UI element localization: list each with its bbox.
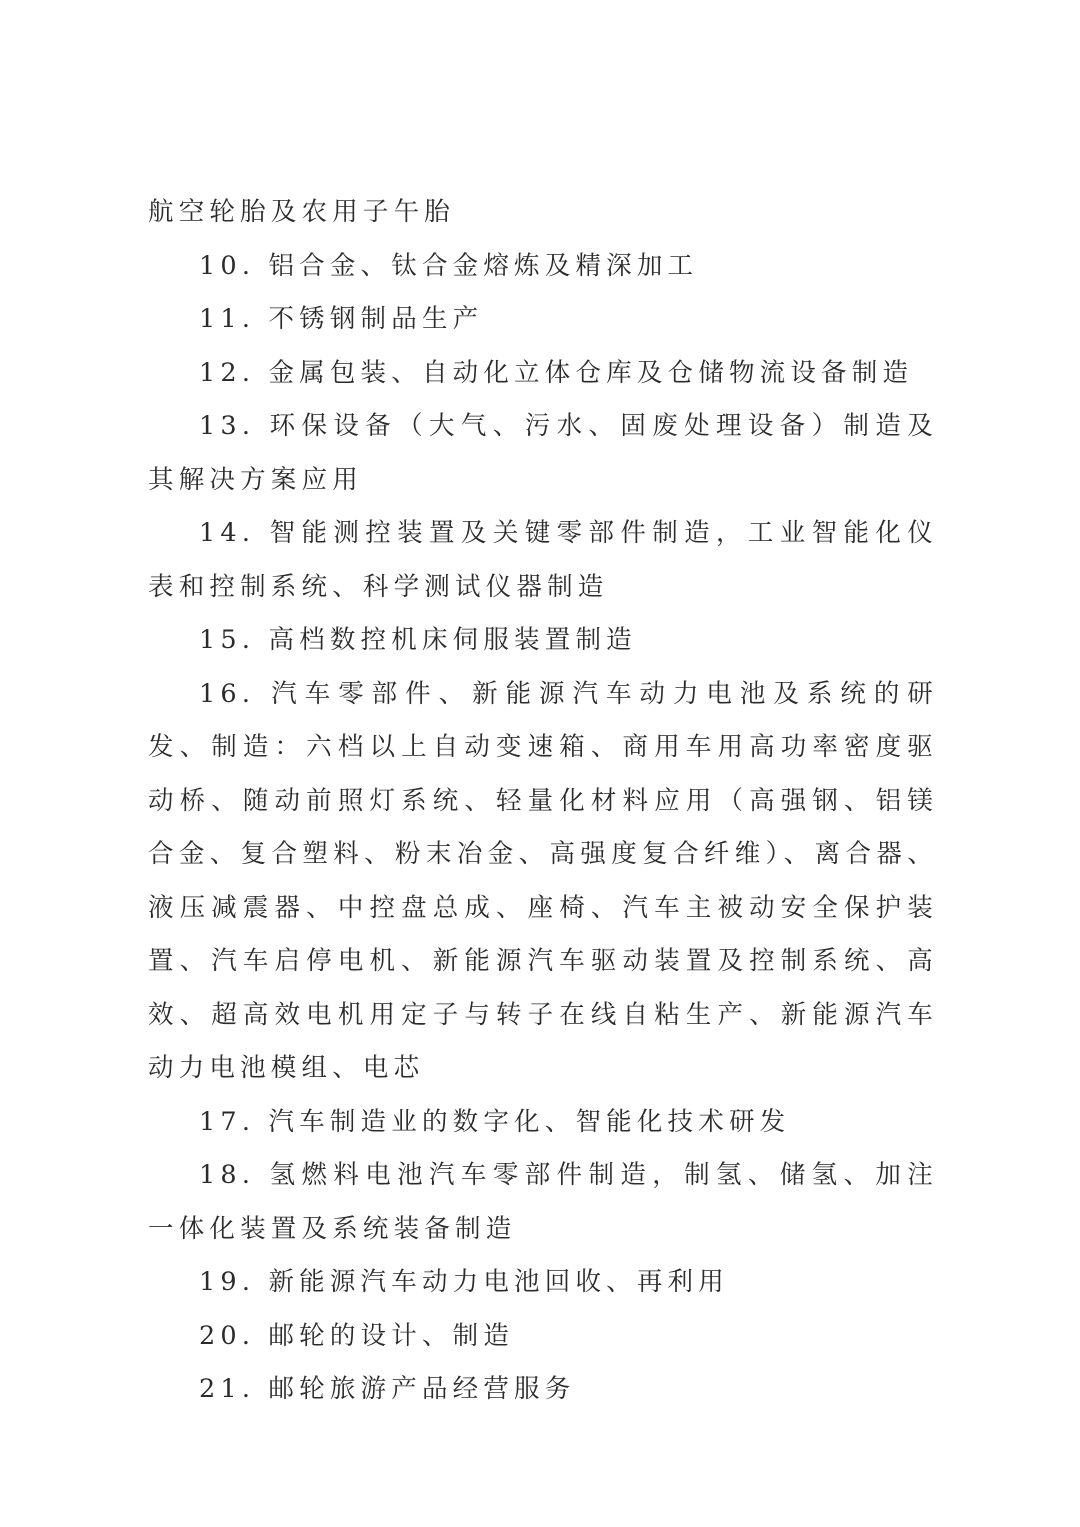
list-item-11: 11. 不锈钢制品生产 — [199, 304, 484, 334]
list-item-12: 12. 金属包装、自动化立体仓库及仓储物流设备制造 — [199, 357, 914, 388]
list-item-16: 16. 汽车零部件、新能源汽车动力电池及系统的研发、制造：六档以上自动变速箱、商用车用高功率密度驱动桥、随动前照灯系统、轻量化材料应用（高强钢、铝镁合金、复合塑料、粉末冶金、高强度复合纤维）、离合器、液压减震器、中控盘总成、座椅、汽车主被动安全保护装置、汽车启停电机、新能源汽车驱动装置及控制系统、高效、超高效电机用定子与转子在线自粘生产、新能源汽车动力电池模组、电芯 — [148, 678, 938, 1083]
list-item-18: 18. 氢燃料电池汽车零部件制造，制氢、储氢、加注一体化装置及系统装备制造 — [148, 1160, 938, 1244]
paragraph-continuation: 航空轮胎及农用子午胎 — [148, 197, 456, 227]
list-item-20: 20. 邮轮的设计、制造 — [199, 1320, 515, 1351]
list-item-15: 15. 高档数控机床伺服装置制造 — [199, 625, 637, 655]
list-item-10: 10. 铝合金、钛合金熔炼及精深加工 — [199, 250, 699, 281]
list-item-19: 19. 新能源汽车动力电池回收、再利用 — [199, 1267, 729, 1297]
list-item-17: 17. 汽车制造业的数字化、智能化技术研发 — [199, 1106, 791, 1137]
list-item-14: 14. 智能测控装置及关键零部件制造，工业智能化仪表和控制系统、科学测试仪器制造 — [148, 518, 938, 602]
document-body — [148, 186, 938, 1417]
list-item-13: 13. 环保设备（大气、污水、固废处理设备）制造及其解决方案应用 — [148, 411, 938, 495]
list-item-21: 21. 邮轮旅游产品经营服务 — [199, 1374, 576, 1404]
